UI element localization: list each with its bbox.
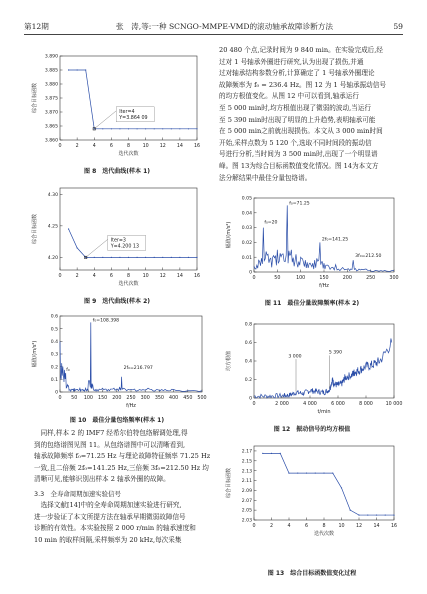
data-point xyxy=(297,473,298,474)
x-axis-title: 迭代次数 xyxy=(313,531,335,537)
x-tick-label: 12 xyxy=(159,274,166,279)
text-line: 到的包络谱图见图 11。从包络谱图中可以清晰看到, xyxy=(34,440,186,449)
chart-fig11 xyxy=(222,192,402,292)
text-line: 过对轴承结构参数分析,计算确定了 1 号轴承外圈理论 xyxy=(219,69,375,78)
x-tick-label: 4 000 xyxy=(303,402,317,407)
text-line: 号进行分析,当时间为 3 500 min时,出现了一个明显谱 xyxy=(219,150,378,159)
text-line: 在 5 000 min之前就出现损伤。本文从 3 000 min时间 xyxy=(219,127,383,136)
y-tick-label: 2.13 xyxy=(241,469,252,475)
paragraph-experiment xyxy=(34,500,214,546)
x-tick-label: 12 xyxy=(355,524,363,529)
data-point xyxy=(271,453,272,454)
y-tick-label: 3.860 xyxy=(44,138,58,144)
data-point xyxy=(315,473,316,474)
x-axis-title: f/Hz xyxy=(319,283,329,289)
y-tick-label: 0.5 xyxy=(50,327,58,333)
y-tick-label: 3.880 xyxy=(44,82,58,88)
x-tick-label: 2 xyxy=(75,144,79,149)
data-point xyxy=(350,510,351,511)
data-point xyxy=(358,514,359,515)
peak-label: f₀ xyxy=(66,368,70,373)
data-point xyxy=(111,128,112,129)
data-point xyxy=(68,228,69,229)
x-axis-title: f/Hz xyxy=(126,403,136,409)
y-tick-label: 2.15 xyxy=(241,459,252,465)
data-point xyxy=(128,257,129,258)
text-line: 至 5 000 min时,均方根值出现了微弱的波动,当运行 xyxy=(219,103,371,112)
y-tick-label: 0.01 xyxy=(241,255,252,261)
text-line: 10 min 的取样间隔,采样频率为 20 kHz,每次采集 xyxy=(34,535,182,544)
figure-13 xyxy=(222,440,402,540)
x-tick-label: 10 xyxy=(142,274,149,279)
y-tick-label: 0.6 xyxy=(50,314,58,320)
running-header xyxy=(24,22,403,35)
y-axis-title: 幅值/(m/s²) xyxy=(32,340,38,368)
data-point xyxy=(119,257,120,258)
x-tick-label: 350 xyxy=(154,396,164,401)
x-tick-label: 50 xyxy=(274,276,281,281)
y-tick-label: 0.4 xyxy=(244,359,252,365)
x-tick-label: 12 xyxy=(159,144,166,149)
x-tick-label: 0 xyxy=(58,274,62,279)
data-point xyxy=(94,257,95,258)
peak-label: 2f₀=141.25 xyxy=(321,237,349,243)
x-tick-label: 150 xyxy=(98,396,108,401)
x-tick-label: 2 xyxy=(75,274,79,279)
figure-10 xyxy=(22,310,212,412)
x-axis-title: 迭代次数 xyxy=(118,281,139,287)
data-point xyxy=(385,514,386,515)
x-tick-label: 0 xyxy=(252,276,256,281)
x-tick-label: 300 xyxy=(140,396,150,401)
plot-frame xyxy=(254,446,394,520)
data-point xyxy=(341,487,342,488)
chart-fig12 xyxy=(222,318,402,418)
plot-frame xyxy=(60,316,202,392)
y-axis-title: 综合目标函数 xyxy=(226,467,232,499)
data-point xyxy=(145,128,146,129)
data-point xyxy=(145,257,146,258)
text-line: 过对 1 号轴承外圈进行研究,认为出现了损伤,并通 xyxy=(219,57,364,66)
data-line xyxy=(263,453,394,515)
x-tick-label: 16 xyxy=(390,524,398,529)
text-line: 至 5 390 min时出现了明显的上升趋势,表明轴承可能 xyxy=(219,115,376,124)
data-point xyxy=(262,453,263,454)
text-line: 一致,且二倍频 2f₀=141.25 Hz,三倍频 3f₀=212.50 Hz 均 xyxy=(34,463,209,472)
data-point xyxy=(68,69,69,70)
data-point xyxy=(154,257,155,258)
text-line: 诊断的有效性。本实验按照 2 000 r/min 的轴承速度和 xyxy=(34,524,196,533)
data-point xyxy=(393,514,394,515)
data-point xyxy=(85,69,86,70)
y-axis-title: 综合目标函数 xyxy=(32,213,38,245)
x-tick-label: 6 000 xyxy=(331,402,345,407)
x-tick-label: 8 xyxy=(126,144,131,149)
annotation-text: Y=4.200 13 xyxy=(110,244,139,250)
y-tick-label: 0.8 xyxy=(244,322,252,328)
x-tick-label: 14 xyxy=(176,274,183,279)
x-tick-label: 0 xyxy=(58,396,62,401)
y-axis-title: 综合目标函数 xyxy=(32,82,38,114)
x-tick-label: 8 000 xyxy=(359,402,373,407)
y-tick-label: 3.885 xyxy=(44,68,58,74)
data-point xyxy=(188,257,189,258)
figure-13-caption: 图 13 综合目标函数值变化过程 xyxy=(267,570,357,577)
data-point xyxy=(179,128,180,129)
y-tick-label: 0 xyxy=(249,396,252,402)
annotation-text: Y=3.864 09 xyxy=(119,115,148,121)
x-tick-label: 100 xyxy=(83,396,93,401)
data-point xyxy=(136,257,137,258)
y-tick-label: 4.30 xyxy=(47,192,58,198)
marker-label: 3 000 xyxy=(288,354,302,360)
data-point xyxy=(171,257,172,258)
x-tick-label: 500 xyxy=(197,396,207,401)
chart-fig9 xyxy=(22,182,212,294)
x-tick-label: 0 xyxy=(252,402,256,407)
y-tick-label: 0 xyxy=(55,390,58,396)
text-line: 开始,采样点数为 5 120 个,选取不同时间段的振动信 xyxy=(219,138,372,147)
x-tick-label: 450 xyxy=(183,396,193,401)
y-tick-label: 4.25 xyxy=(47,224,58,230)
data-point xyxy=(102,128,103,129)
chart-fig10 xyxy=(22,310,212,412)
paragraph-sample2 xyxy=(34,428,214,486)
y-tick-label: 3.875 xyxy=(44,96,58,102)
x-tick-label: 0 xyxy=(58,144,62,149)
data-point xyxy=(306,473,307,474)
x-tick-label: 4 xyxy=(92,144,96,149)
figure-8-caption: 图 8 迭代曲线(样本 1) xyxy=(83,168,150,175)
y-tick-label: 2.17 xyxy=(241,449,252,455)
y-tick-label: 0.6 xyxy=(244,341,252,347)
y-tick-label: 0.05 xyxy=(241,196,252,202)
y-axis-title: 幅值/(m/s²) xyxy=(226,221,232,249)
x-tick-label: 4 xyxy=(287,524,291,529)
figure-10-caption: 图 10 最佳分量包络频率(样本 1) xyxy=(69,417,165,424)
text-line: 法分解结果中最佳分量包络谱。 xyxy=(219,173,312,182)
issue-number: 第12期 xyxy=(24,22,49,31)
x-tick-label: 10 xyxy=(338,524,345,529)
y-tick-label: 2.05 xyxy=(241,508,252,514)
data-point xyxy=(136,128,137,129)
data-point xyxy=(128,128,129,129)
figure-11-caption: 图 11 最佳分量故障频率(样本 2) xyxy=(264,300,360,307)
data-point xyxy=(288,473,289,474)
y-tick-label: 2.09 xyxy=(241,489,252,494)
plot-frame xyxy=(254,198,394,272)
annotation-text: Iter=3 xyxy=(110,238,126,244)
y-tick-label: 0 xyxy=(249,270,252,276)
y-tick-label: 0.2 xyxy=(50,365,58,371)
y-tick-label: 0.3 xyxy=(50,352,58,358)
chart-fig13 xyxy=(222,440,402,540)
data-point xyxy=(171,128,172,129)
x-tick-label: 16 xyxy=(193,274,201,279)
x-tick-label: 100 xyxy=(296,276,306,281)
data-point xyxy=(102,257,103,258)
x-tick-label: 2 xyxy=(269,524,274,529)
data-point xyxy=(77,247,78,248)
y-axis-title: 均方根值 xyxy=(226,350,232,372)
x-tick-label: 10 xyxy=(142,144,149,149)
data-point xyxy=(162,257,163,258)
x-tick-label: 250 xyxy=(366,276,376,281)
figure-12-caption: 图 12 振动信号的均方根值 xyxy=(273,426,351,433)
y-tick-label: 0.02 xyxy=(241,241,252,246)
annotation-leader xyxy=(86,239,108,257)
x-axis-title: t/min xyxy=(317,409,331,415)
plot-frame xyxy=(254,324,394,398)
x-tick-label: 16 xyxy=(193,144,201,149)
x-tick-label: 200 xyxy=(342,276,352,281)
data-point xyxy=(179,257,180,258)
figure-9-caption: 图 9 迭代曲线(样本 2) xyxy=(83,298,150,305)
data-point xyxy=(119,128,120,129)
marker-label: 5 390 xyxy=(328,350,343,356)
peak-label: f₀=71.25 xyxy=(289,201,310,207)
y-tick-label: 2.07 xyxy=(241,498,252,504)
text-line: 峰。图 13为综合目标函数值变化情况。图 14为本文方 xyxy=(219,161,379,170)
data-point xyxy=(332,473,333,474)
figure-11 xyxy=(222,192,402,292)
x-tick-label: 10 000 xyxy=(385,402,403,407)
x-tick-label: 4 xyxy=(92,274,96,279)
data-point xyxy=(162,128,163,129)
y-tick-label: 3.890 xyxy=(44,54,58,60)
text-line: 的均方根值变化。从图 12 中可以看到,轴承运行 xyxy=(219,92,359,101)
y-tick-label: 2.11 xyxy=(241,479,252,485)
figure-12 xyxy=(222,318,402,418)
x-tick-label: 14 xyxy=(373,524,380,529)
peak-label: 3f₀=212.50 xyxy=(355,254,382,260)
x-tick-label: 8 xyxy=(322,524,326,529)
y-tick-label: 0.04 xyxy=(241,211,252,217)
peak-label: f₀=20 xyxy=(264,220,278,226)
text-line: 故障频率为 f₀ = 236.4 Hz。图 12 为 1 号轴承振动信号 xyxy=(219,80,386,89)
data-point xyxy=(154,128,155,129)
x-tick-label: 300 xyxy=(389,276,399,281)
data-point xyxy=(111,257,112,258)
x-tick-label: 8 xyxy=(126,274,131,279)
y-tick-label: 0.2 xyxy=(244,378,252,384)
plot-frame xyxy=(60,56,197,140)
peak-label: f₀=108.398 xyxy=(92,318,120,324)
data-point xyxy=(77,69,78,70)
data-point xyxy=(280,453,281,454)
section-heading: 3.3 全寿命周期加速实验信号 xyxy=(34,490,121,498)
x-tick-label: 50 xyxy=(71,396,78,401)
x-tick-label: 2 000 xyxy=(275,402,289,407)
x-tick-label: 250 xyxy=(126,396,136,401)
data-point xyxy=(188,128,189,129)
data-point xyxy=(196,257,197,258)
x-tick-label: 6 xyxy=(109,274,113,279)
figure-9 xyxy=(22,182,212,294)
data-point xyxy=(367,514,368,515)
x-tick-label: 6 xyxy=(304,524,309,529)
data-point xyxy=(323,473,324,474)
annotation-text: Iter=4 xyxy=(119,109,135,115)
running-title: 张 涛,等:一种 SCNGO-MMPE-VMD的滚动轴承故障诊断方法 xyxy=(116,22,333,31)
text-line: 同样,样本 2 的 IMF7 经希尔伯特包络解调处理,得 xyxy=(34,429,188,437)
figure-8 xyxy=(22,50,212,165)
x-tick-label: 0 xyxy=(252,524,256,529)
x-tick-label: 200 xyxy=(112,396,122,401)
x-tick-label: 14 xyxy=(176,144,183,149)
y-tick-label: 0.1 xyxy=(50,377,58,383)
text-line: 选择文献[14]中的全寿命周期加速实验进行研究, xyxy=(34,501,182,509)
page-number: 59 xyxy=(393,22,403,31)
y-tick-label: 3.865 xyxy=(44,124,58,130)
x-tick-label: 6 xyxy=(109,144,113,149)
y-tick-label: 4.20 xyxy=(47,255,58,261)
text-line: 清晰可见,能够识别出样本 2 轴承外圈的故障。 xyxy=(34,475,170,484)
annotation-leader xyxy=(94,111,116,129)
text-line: 20 480 个点,记录时间为 9 840 min。在实验完成后,经 xyxy=(219,46,383,54)
data-point xyxy=(376,514,377,515)
data-line xyxy=(254,338,392,398)
text-line: 轴承故障频率 f₀=71.25 Hz 与理论故障特征频率 71.25 Hz xyxy=(34,452,211,461)
peak-label: 2f₀=216.797 xyxy=(123,365,153,371)
x-axis-title: 迭代次数 xyxy=(118,151,139,157)
x-tick-label: 400 xyxy=(169,396,179,401)
chart-fig8 xyxy=(22,50,212,165)
data-line xyxy=(60,322,202,391)
y-tick-label: 2.03 xyxy=(241,518,252,524)
y-tick-label: 0.03 xyxy=(241,226,252,232)
y-tick-label: 0.4 xyxy=(50,339,58,345)
x-tick-label: 150 xyxy=(319,276,329,281)
data-point xyxy=(196,128,197,129)
text-line: 进一步验证了本文所提方法在轴承早期微弱故障信号 xyxy=(34,512,186,521)
paragraph-rms-analysis xyxy=(219,45,405,184)
y-tick-label: 3.870 xyxy=(44,110,58,116)
